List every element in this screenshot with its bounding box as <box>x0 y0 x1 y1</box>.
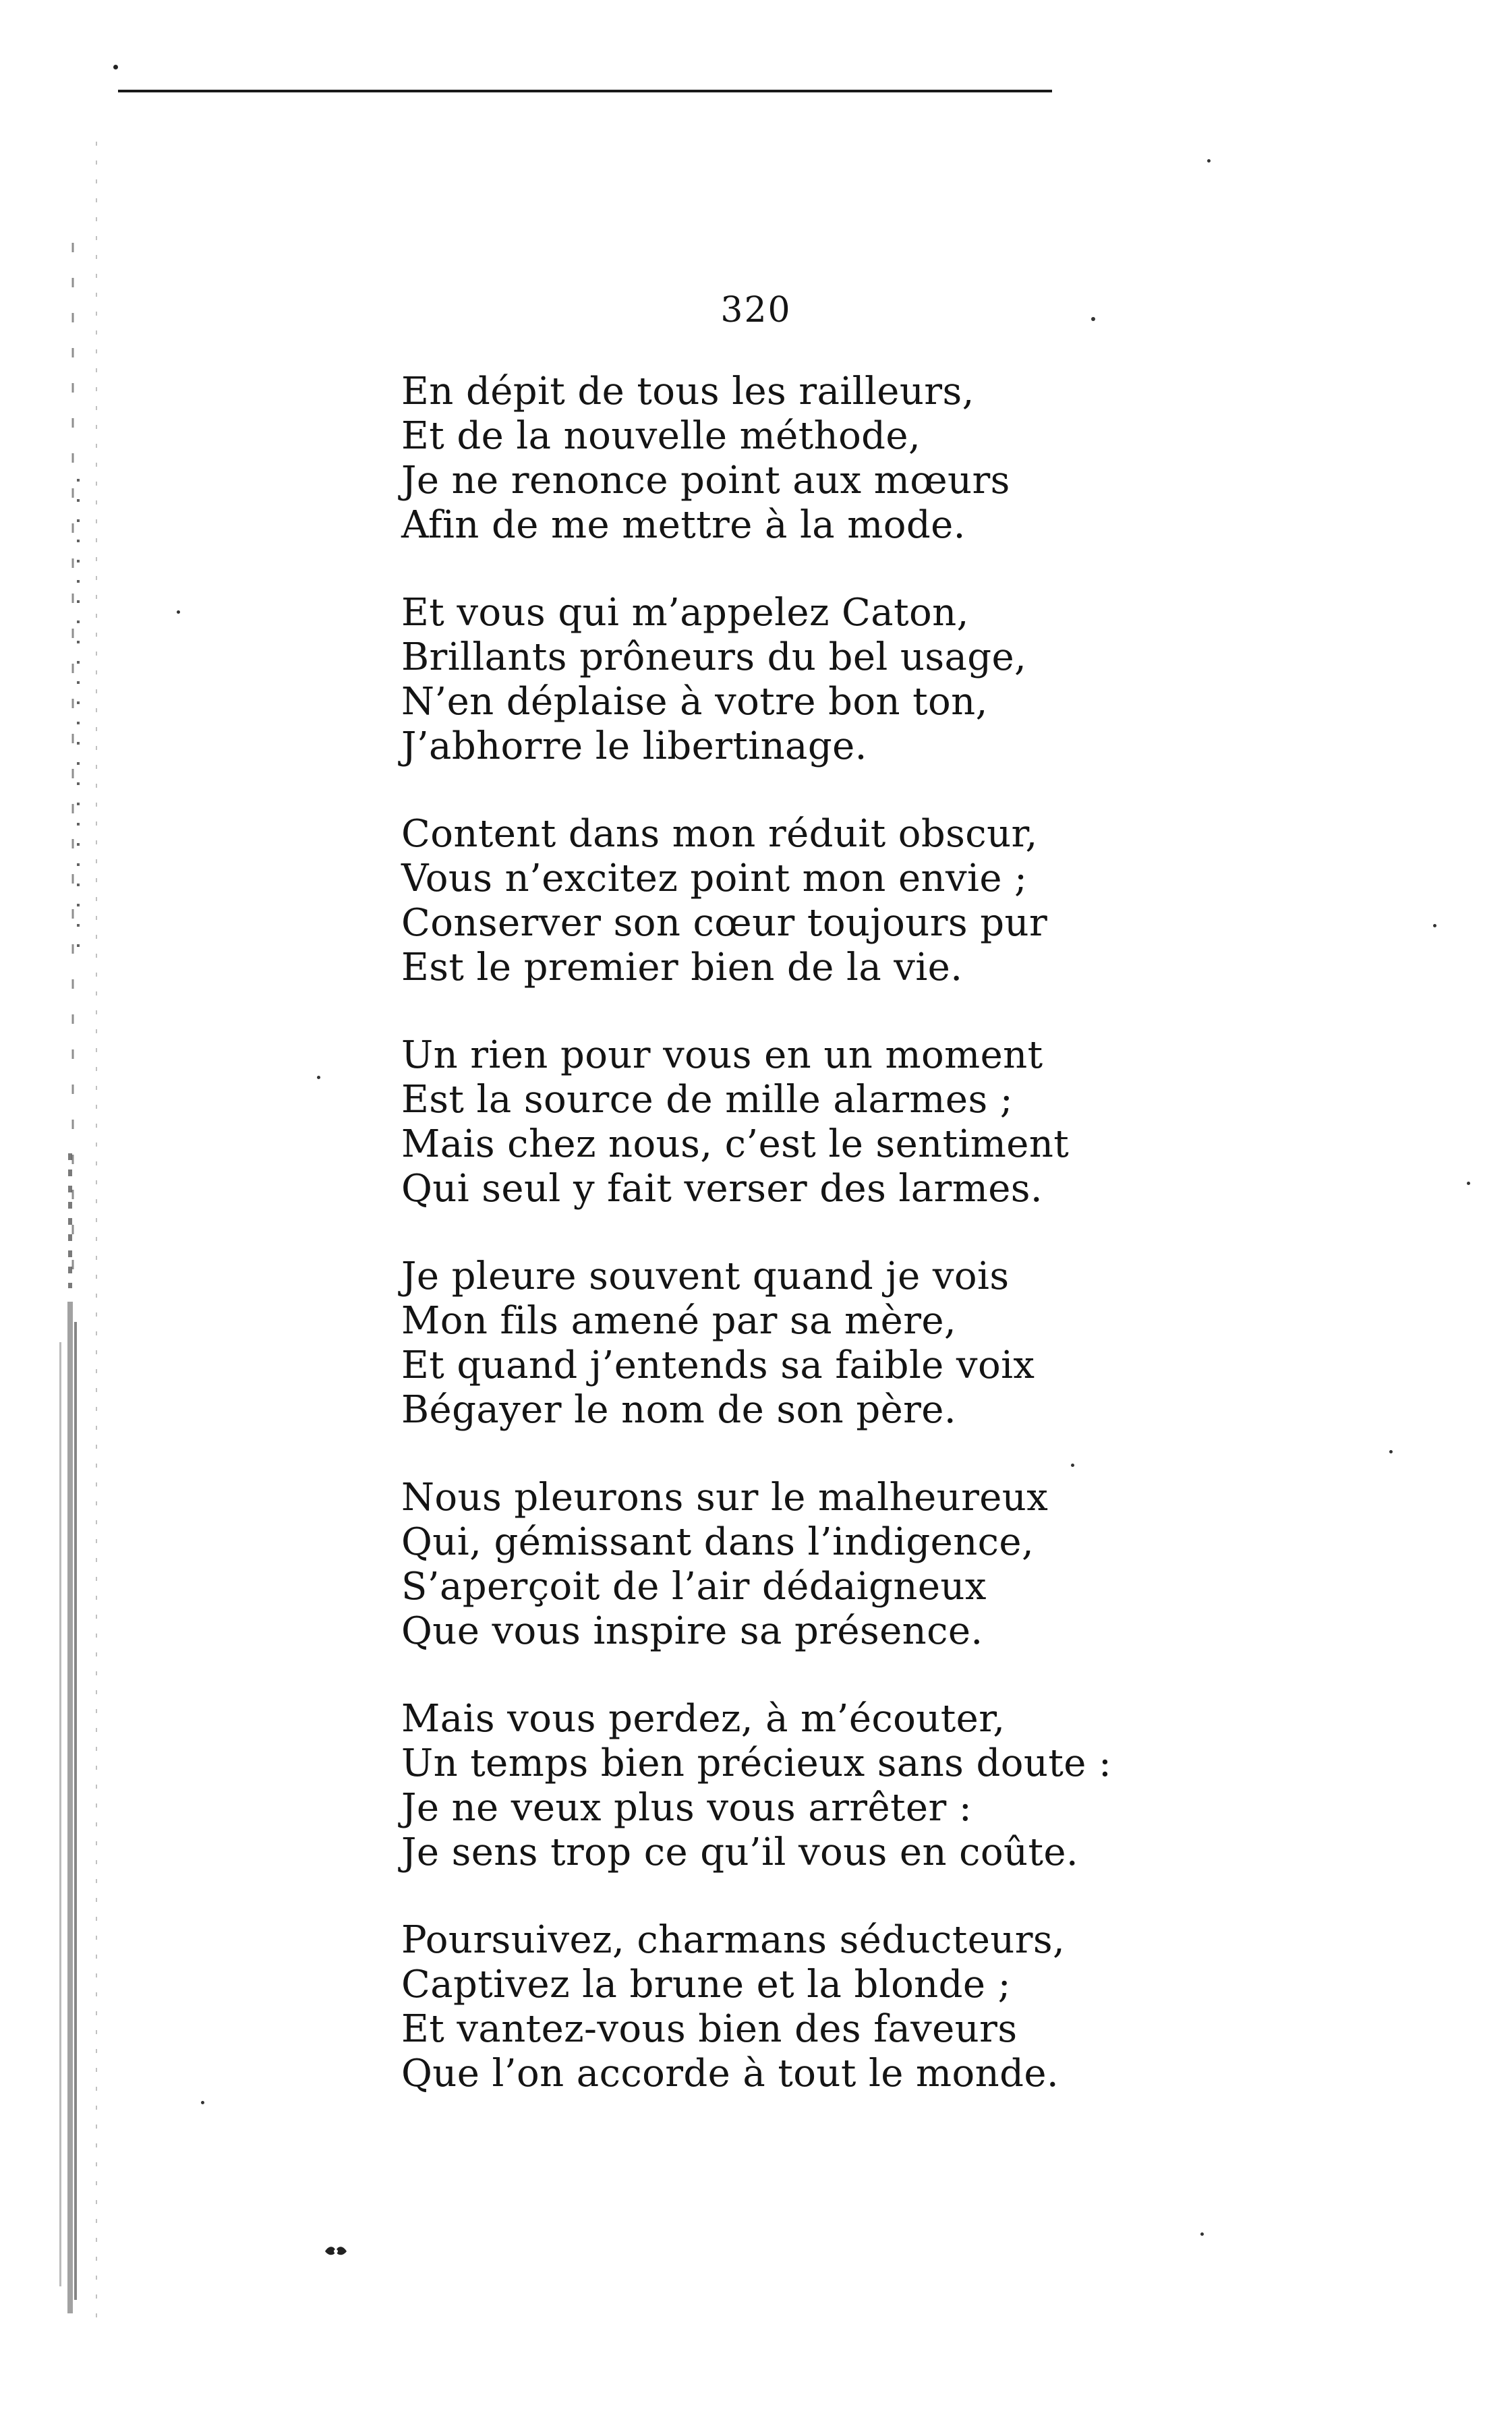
verse-line: N’en déplaise à votre bon ton, <box>401 680 988 724</box>
margin-speck <box>1389 1450 1393 1453</box>
verse-line: Je ne veux plus vous arrêter : <box>401 1786 972 1830</box>
stanza <box>401 1476 1494 1654</box>
verse-line: Mais vous perdez, à m’écouter, <box>401 1697 1006 1741</box>
verse-line: Qui, gémissant dans l’indigence, <box>401 1520 1035 1564</box>
verse-line: En dépit de tous les railleurs, <box>401 370 975 413</box>
margin-speck <box>317 1076 320 1079</box>
stanza <box>401 1033 1494 1211</box>
verse-line: Est la source de mille alarmes ; <box>401 1078 1014 1122</box>
verse-line: Et de la nouvelle méthode, <box>401 414 921 458</box>
margin-speck <box>1207 159 1211 163</box>
margin-speck <box>1467 1182 1470 1185</box>
stanza <box>401 370 1494 548</box>
poem-body <box>401 370 1494 2139</box>
verse-line: J’abhorre le libertinage. <box>401 724 867 768</box>
verse-line: Mais chez nous, c’est le sentiment <box>401 1122 1070 1166</box>
verse-line: Qui seul y fait verser des larmes. <box>401 1167 1043 1211</box>
verse-line: Que vous inspire sa présence. <box>401 1609 983 1653</box>
header-rule <box>118 90 1052 92</box>
verse-line: Un rien pour vous en un moment <box>401 1033 1043 1077</box>
verse-line: Est le premier bien de la vie. <box>401 946 963 989</box>
verse-line: Je pleure souvent quand je vois <box>401 1254 1010 1298</box>
verse-line: Et quand j’entends sa faible voix <box>401 1344 1035 1387</box>
margin-speck <box>113 65 118 69</box>
stanza <box>401 1918 1494 2096</box>
page-number: 320 <box>720 290 792 330</box>
margin-speck <box>177 610 180 614</box>
verse-line: Mon fils amené par sa mère, <box>401 1299 957 1343</box>
verse-line: Je sens trop ce qu’il vous en coûte. <box>401 1830 1079 1874</box>
verse-line: Poursuivez, charmans séducteurs, <box>401 1918 1066 1962</box>
margin-speck <box>1091 317 1095 321</box>
stanza <box>401 1697 1494 1875</box>
verse-line: Conserver son cœur toujours pur <box>401 901 1048 945</box>
verse-line: S’aperçoit de l’air dédaigneux <box>401 1565 987 1609</box>
margin-speck <box>201 2101 204 2104</box>
margin-speck <box>1071 1464 1074 1467</box>
verse-line: Que l’on accorde à tout le monde. <box>401 2052 1059 2096</box>
stanza <box>401 812 1494 990</box>
fleuron-ornament-icon <box>322 2238 349 2265</box>
verse-line: Content dans mon réduit obscur, <box>401 812 1038 856</box>
margin-speck <box>1433 924 1436 927</box>
verse-line: Un temps bien précieux sans doute : <box>401 1741 1112 1785</box>
binding-edge-shadow <box>32 142 107 2327</box>
stanza <box>401 591 1494 769</box>
verse-line: Vous n’excitez point mon envie ; <box>401 857 1028 900</box>
verse-line: Nous pleurons sur le malheureux <box>401 1476 1049 1520</box>
verse-line: Je ne renonce point aux mœurs <box>401 459 1010 502</box>
verse-line: Et vous qui m’appelez Caton, <box>401 591 969 635</box>
verse-line: Captivez la brune et la blonde ; <box>401 1963 1011 2006</box>
verse-line: Bégayer le nom de son père. <box>401 1388 957 1432</box>
margin-speck <box>1200 2232 1204 2236</box>
stanza <box>401 1254 1494 1433</box>
verse-line: Brillants prôneurs du bel usage, <box>401 635 1027 679</box>
verse-line: Et vantez-vous bien des faveurs <box>401 2007 1018 2051</box>
verse-line: Afin de me mettre à la mode. <box>401 503 966 547</box>
